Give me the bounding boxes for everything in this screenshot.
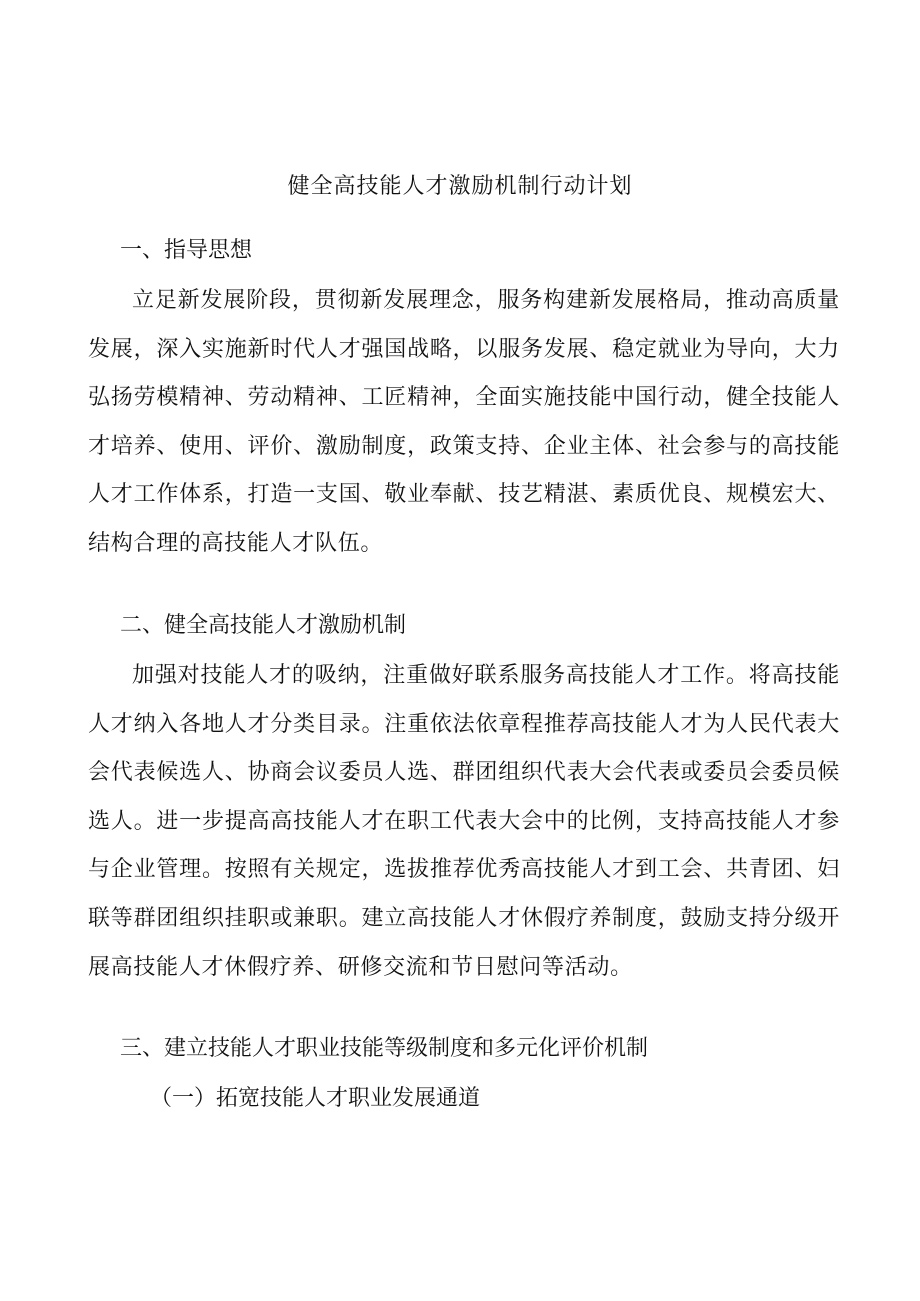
- section-heading-incentive-mechanism: 二、健全高技能人才激励机制: [120, 613, 407, 638]
- paragraph-incentive-mechanism: 加强对技能人才的吸纳，注重做好联系服务高技能人才工作。将高技能人才纳入各地人才分类目录。注重依法依章程推荐高技能人才为人民代表大会代表候选人、协商会议委员人选、群团组织代表大会代表或委员会委员候选人。进一步提高高技能人才在职工代表大会中的比例，支持高技能人才参与企业管理。按照有关规定，选拔推荐优秀高技能人才到工会、共青团、妇联等群团组织挂职或兼职。建立高技能人才休假疗养制度，鼓励支持分级开展高技能人才休假疗养、研修交流和节日慰问等活动。: [88, 663, 840, 980]
- paragraph-guiding-ideology: 立足新发展阶段，贯彻新发展理念，服务构建新发展格局，推动高质量发展，深入实施新时代人才强国战略，以服务发展、稳定就业为导向，大力弘扬劳模精神、劳动精神、工匠精神，全面实施技能中国行动，健全技能人才培养、使用、评价、激励制度，政策支持、企业主体、社会参与的高技能人才工作体系，打造一支国、敬业奉献、技艺精湛、素质优良、规模宏大、结构合理的高技能人才队伍。: [88, 288, 840, 556]
- document-title: 健全高技能人才激励机制行动计划: [287, 174, 633, 199]
- section-heading-guiding-ideology: 一、指导思想: [120, 238, 253, 263]
- section-heading-evaluation-mechanism: 三、建立技能人才职业技能等级制度和多元化评价机制: [120, 1036, 649, 1061]
- subsection-heading-career-channel: （一）拓宽技能人才职业发展通道: [150, 1086, 481, 1111]
